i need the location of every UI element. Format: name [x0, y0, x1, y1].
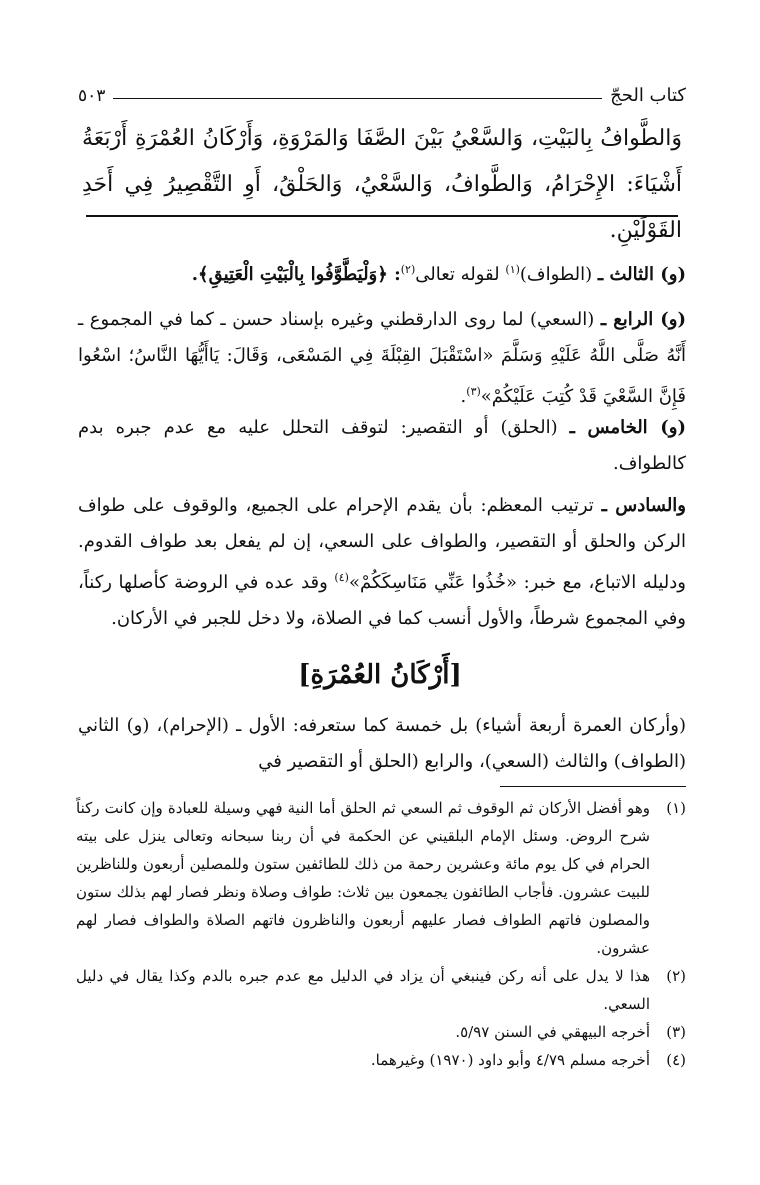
- footnote-ref: (٤): [334, 571, 349, 584]
- section-heading: [أَرْكَانُ العُمْرَةِ]: [298, 660, 462, 690]
- sharh-text: (السعي) لما روى الدارقطني وغيره بإسناد حسن ـ كما في المجموع ـ أَنَّهُ صَلَّى اللَّهُ عَلَيْهِ وَسَلَّمَ «اسْتَقْبَلَ القِبْلَةَ فِي المَسْعَى، وَقَالَ: يَاأَيُّهَا النَّاسُ؛ اسْعُوا فَإِنَّ السَّعْيَ قَدْ كُتِبَ عَلَيْكُمْ»: [78, 309, 686, 407]
- footnote-text: وهو أفضل الأركان ثم الوقوف ثم السعي ثم الحلق أما النية فهي وسيلة للعبادة وإن كانت ركناً شرح الروض. وسئل الإمام البلقيني عن الحكمة في أن ربنا سبحانه وتعالى ينزل على بيته الحرام في كل يوم مائة وعشرين رحمة من ذلك للطائفين ستون وللمصلين أربعون وللناظرين للبيت عشرون. فأجاب الطائفون يجمعون بين ثلاث: طواف وصلاة ونظر فصار لهم بذلك ستون والمصلون فاتهم الطواف فصار عليهم أربعون والناظرون فاتهم الصلاة والطواف فصار لهم عشرون.: [76, 799, 650, 957]
- sharh-label: والسادس ـ: [601, 495, 686, 516]
- footnote-number: (٤): [666, 1051, 686, 1069]
- sharh-text: (وأركان العمرة أربعة أشياء) بل خمسة كما ستعرفه: الأول ـ (الإحرام)، (و) الثاني (الطواف) والثالث (السعي)، والرابع (الحلق أو التقصير في: [78, 715, 686, 772]
- footnote-text: أخرجه مسلم ٤/٧٩ وأبو داود (١٩٧٠) وغيرهما.: [370, 1051, 650, 1069]
- footnotes: [76, 794, 686, 1074]
- footnote-ref: (١): [505, 263, 520, 276]
- footnote-number: (٣): [666, 1023, 686, 1041]
- sharh-label: (و) الرابع ـ: [600, 309, 687, 330]
- sharh-paragraph-1: [78, 252, 686, 293]
- page-header: [78, 76, 686, 106]
- sharh-text: (الطواف): [519, 264, 593, 285]
- matn-text: وَالطَّوافُ بِالبَيْتِ، وَالسَّعْيُ بَيْنَ الصَّفَا وَالمَرْوَةِ، وَأَرْكَانُ العُمْرَةِ أَرْبَعَةُ أَشْيَاءَ: الإِحْرَامُ، وَالطَّوافُ، وَالسَّعْيُ، وَالحَلْقُ، أَوِ التَّقْصِيرُ فِي أَحَدِ القَوْلَيْنِ.: [82, 126, 682, 243]
- footnote-text: أخرجه البيهقي في السنن ٥/٩٧.: [455, 1023, 650, 1041]
- footnote-item: [76, 1046, 686, 1074]
- header-rule: [113, 98, 602, 99]
- sharh-paragraph-5: [78, 708, 686, 780]
- chapter-title: كتاب الحجّ: [610, 85, 686, 106]
- matn-divider: [86, 215, 678, 217]
- sharh-text: لقوله تعالى: [415, 264, 500, 285]
- footnote-item: [76, 962, 686, 1018]
- quran-verse: : ﴿وَلْيَطَّوَّفُوا بِالْبَيْتِ الْعَتِيقِ﴾.: [191, 264, 401, 285]
- footnote-number: (١): [666, 799, 686, 817]
- sharh-label: (و) الخامس ـ: [569, 417, 686, 438]
- sharh-paragraph-3: [78, 410, 686, 482]
- footnote-item: [76, 794, 686, 962]
- sharh-paragraph-4: [78, 488, 686, 637]
- sharh-text: ترتيب المعظم: بأن يقدم الإحرام على الجميع، والوقوف على طواف الركن والحلق أو التقصير، والطواف على السعي، إن لم يفعل بعد طواف القدوم. ودليله الاتباع، مع خبر: «خُذُوا عَنِّي مَنَاسِكَكُمْ»: [78, 495, 686, 593]
- footnote-text: هذا لا يدل على أنه ركن فينبغي أن يزاد في الدليل مع عدم جبره بالدم وكذا يقال في دليل السعي.: [76, 967, 650, 1013]
- sharh-text: (الحلق) أو التقصير: لتوقف التحلل عليه مع عدم جبره بدم كالطواف.: [78, 417, 686, 474]
- sharh-paragraph-2: (و) الرابع ـ (السعي) لما روى الدارقطني وغيره بإسناد حسن ـ كما في المجموع ـ أَنَّهُ صَلَّى اللَّهُ عَلَيْهِ وَسَلَّمَ «اسْتَقْبَلَ القِبْلَةَ فِي المَسْعَى، وَقَالَ: يَاأَيُّهَا النَّاسُ؛ اسْعُوا فَإِنَّ السَّعْيَ قَدْ كُتِبَ عَلَيْكُمْ»$^{(٣)}$.: [78, 309, 687, 407]
- footnote-number: (٢): [666, 967, 686, 985]
- sharh-text: وقد عده في الروضة كأصلها ركناً، وفي المجموع شرطاً، والأول أنسب كما في الصلاة، ولا دخل للجبر في الأركان.: [78, 572, 686, 629]
- page-number: ٥٠٣: [78, 86, 106, 106]
- sharh-label: (و) الثالث ـ: [597, 264, 686, 285]
- footnote-ref: (٣): [466, 385, 481, 398]
- footnote-ref: (٢): [400, 263, 416, 276]
- footnote-item: [76, 1018, 686, 1046]
- footnote-rule: [500, 786, 686, 787]
